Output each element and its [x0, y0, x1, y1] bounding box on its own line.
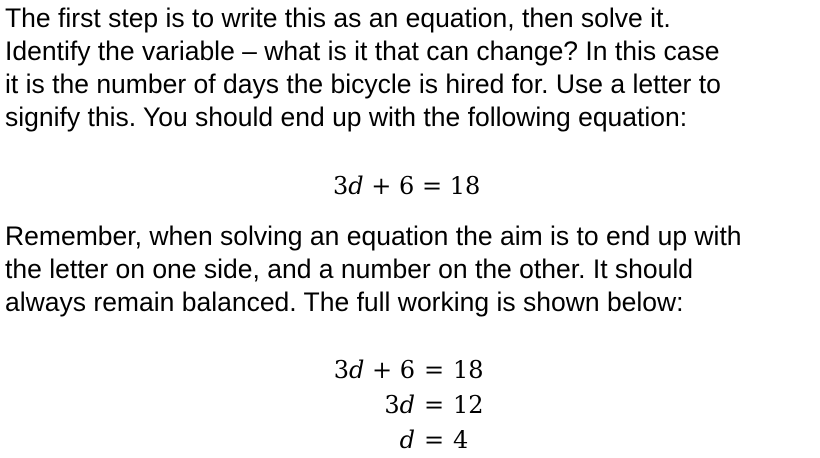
step-lhs [290, 353, 423, 388]
text-line: Remember, when solving an equation the aim is to end up with [5, 221, 742, 251]
equals-sign: = [423, 426, 445, 454]
equals-sign: = [423, 391, 445, 419]
coefficient: 3 [384, 391, 400, 419]
coefficient: 3 [333, 172, 349, 200]
text-line: signify this. You should end up with the following equation: [5, 102, 688, 132]
working-steps [290, 353, 484, 458]
variable: d [399, 391, 415, 419]
text-line: Identify the variable – what is it that can change? In this case [5, 36, 720, 66]
coefficient: 3 [333, 356, 349, 384]
step-rhs: 4 [453, 426, 469, 454]
working-step-2 [290, 388, 484, 423]
intro-paragraph [5, 2, 721, 134]
plus-sign: + [371, 172, 392, 200]
variable: d [399, 426, 415, 454]
variable: d [348, 172, 364, 200]
rhs-value: 18 [449, 172, 481, 200]
working-step-1 [290, 353, 484, 388]
text-line: always remain balanced. The full working is shown below: [5, 287, 684, 317]
step-rhs: 12 [453, 391, 484, 419]
explanation-paragraph [5, 220, 742, 319]
text-line: it is the number of days the bicycle is hired for. Use a letter to [5, 69, 721, 99]
variable: d [348, 356, 365, 384]
main-equation [333, 169, 480, 203]
constant: 6 [399, 172, 415, 200]
step-extra: + 6 [364, 356, 415, 384]
step-rhs: 18 [453, 356, 484, 384]
text-line: The first step is to write this as an equation, then solve it. [5, 3, 671, 33]
step-lhs [290, 388, 423, 423]
text-line: the letter on one side, and a number on the other. It should [5, 254, 694, 284]
equals-sign: = [421, 172, 443, 200]
equals-sign: = [423, 356, 445, 384]
